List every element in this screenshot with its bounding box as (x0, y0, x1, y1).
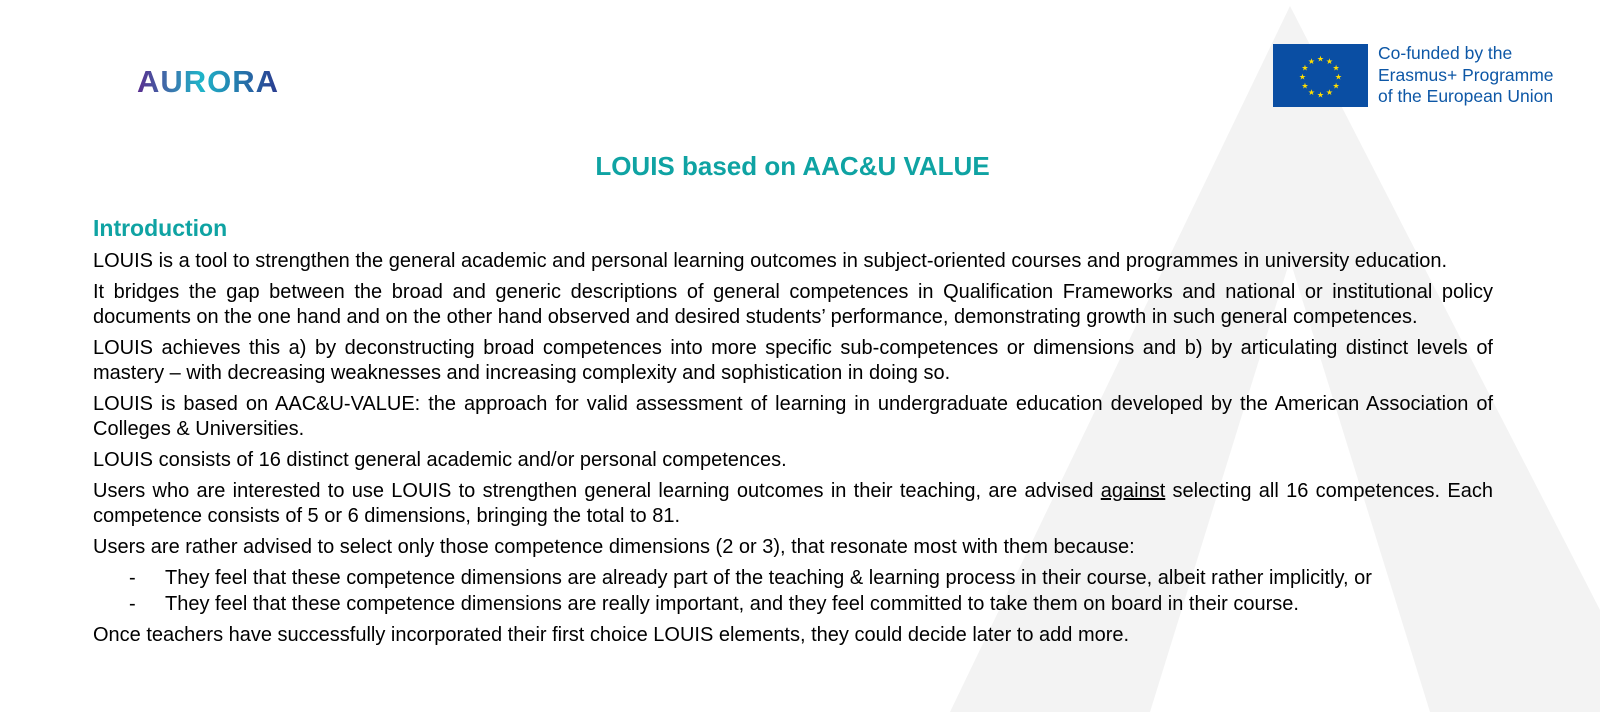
svg-text:★: ★ (1325, 56, 1334, 66)
list-item (93, 592, 1493, 617)
svg-text:★: ★ (1301, 63, 1309, 73)
aurora-logo (137, 66, 299, 103)
svg-text:★: ★ (1332, 81, 1340, 91)
eu-line: of the European Union (1378, 86, 1554, 106)
logo-text: AURORA (137, 66, 280, 98)
svg-text:★: ★ (1334, 72, 1343, 82)
svg-text:★: ★ (1316, 54, 1325, 64)
eu-cofunded-badge (1273, 44, 1554, 108)
list-item-text: They feel that these competence dimensions are really important, and they feel committed to take them on board in their course. (165, 593, 1299, 615)
paragraph: LOUIS is a tool to strengthen the general academic and personal learning outcomes in subject-oriented courses and programmes in university education. (93, 250, 1448, 272)
bullet-dash: - (129, 593, 136, 615)
paragraph: Users are rather advised to select only those competence dimensions (2 or 3), that resonate most with them because: (93, 536, 1135, 558)
list-item-text: They feel that these competence dimensions are already part of the teaching & learning process in their course, albeit rather implicitly, or (165, 567, 1372, 589)
svg-text:★: ★ (1307, 88, 1316, 98)
underlined-word: against (1100, 480, 1166, 502)
eu-cofunded-text (1378, 43, 1554, 108)
reasons-list (93, 566, 1493, 617)
svg-text:★: ★ (1325, 88, 1334, 98)
list-item (93, 566, 1493, 591)
section-heading: Introduction (93, 215, 228, 241)
document-title: LOUIS based on AAC&U VALUE (595, 151, 990, 181)
paragraph: Once teachers have successfully incorporated their first choice LOUIS elements, they could decide later to add more. (93, 624, 1130, 646)
eu-line: Erasmus+ Programme (1378, 64, 1554, 85)
bullet-dash: - (129, 567, 136, 589)
svg-text:★: ★ (1307, 56, 1316, 66)
svg-text:★: ★ (1298, 72, 1307, 82)
paragraph: LOUIS is based on AAC&U-VALUE: the approach for valid assessment of learning in undergraduate education developed by the American Association of Colleges & Universities. (93, 393, 1493, 440)
svg-text:★: ★ (1301, 81, 1309, 91)
paragraph: LOUIS achieves this a) by deconstructing broad competences into more specific sub-competences or dimensions and b) by articulating distinct levels of mastery – with decreasing weaknesses and increasing complexity and sophistication in doing so. (93, 337, 1493, 384)
paragraph-advice (93, 479, 1493, 529)
eu-flag-icon (1273, 44, 1368, 107)
text-run: Users who are interested to use LOUIS to strengthen general learning outcomes in their teaching, are advised (93, 480, 1101, 502)
paragraph: LOUIS consists of 16 distinct general academic and/or personal competences. (93, 449, 787, 471)
introduction-section (93, 213, 1493, 648)
eu-line: Co-funded by the (1378, 43, 1513, 63)
svg-text:★: ★ (1316, 90, 1325, 100)
svg-text:★: ★ (1332, 63, 1340, 73)
text-run: selecting all 16 competences. Each competence consists of 5 or 6 dimensions, bringing the total to 81. (93, 480, 1493, 527)
paragraph: It bridges the gap between the broad and generic descriptions of general competences in Qualification Frameworks and national or institutional policy documents on the one hand and on the other hand observed and desired students’ performance, demonstrating growth in such general competences. (93, 281, 1493, 328)
